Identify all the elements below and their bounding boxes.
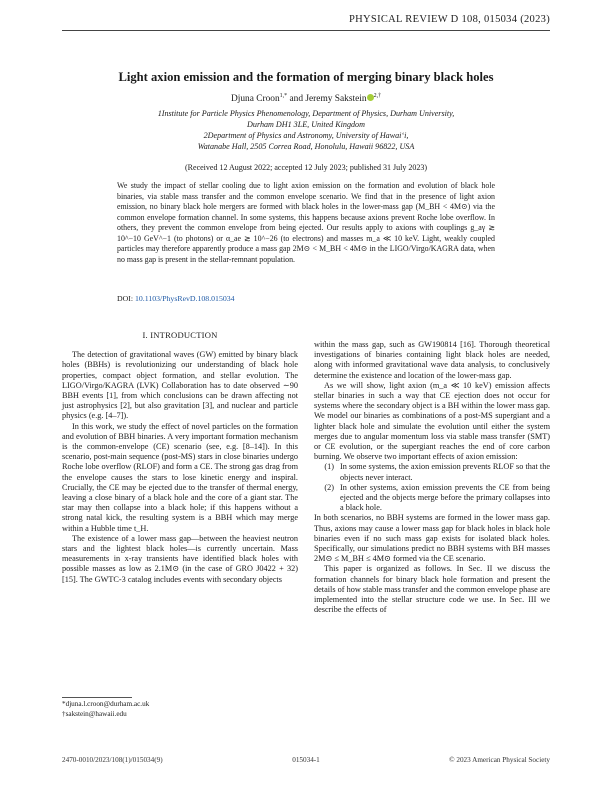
abstract: We study the impact of stellar cooling due to light axion emission on the formation and evolution of black hole binaries, via stable mass transfer and the common envelope scenario. We find that in the presence of light axion emission, no binary black hole mergers are formed with black holes in the lower-mass gap (M_BH < 4M⊙) via the common envelope formation channel. In some systems, this happens because axions prevent Roche lobe overflow. In others, they prevent the common envelope from being ejected. Our results apply to axions with couplings g_aγ ≳ 10^−10 GeV^−1 (to photons) or α_ae ≳ 10^−26 (to electrons) and masses m_a ≪ 10 keV. Light, weakly coupled particles may therefore apparently produce a mass gap 2M⊙ < M_BH < 4M⊙ in the LIGO/Virgo/KAGRA data, when no mass gap is present in the stellar-remnant population. bbox=[117, 181, 495, 264]
list-number: (2) bbox=[324, 482, 334, 492]
doi-link[interactable]: 10.1103/PhysRevD.108.015034 bbox=[134, 294, 235, 303]
paragraph: The detection of gravitational waves (GW) emitted by binary black holes (BBHs) is revolutionizing our understanding of black hole properties, compact object formation, and stellar evolution. The LIGO/Virgo/KAGRA (LVK) Collaboration has to date observed ∼90 BBH events [1], from which conclusions can be drawn affecting not just astrophysics [2], but also gravitation [3], and nuclear and particle physics (e.g. [4–7]). bbox=[62, 350, 298, 421]
list-item bbox=[314, 483, 550, 514]
paragraph: In this work, we study the effect of novel particles on the formation and evolution of BBH binaries. A very important formation mechanism is the common-envelope (CE) scenario (see, e.g. [8–14]). In this scenario, post-main sequence (post-MS) stars in close binaries undergo Roche lobe overflow (RLOF) and form a CE. The strong gas drag from the envelope causes the stars to lose kinetic energy and inspiral. Crucially, the CE may be ejected due to the transfer of thermal energy, leaving a close binary of a black hole and the core of a giant star. The star may then collapse into a black hole; if this happens without a strong natal kick, the resulting system is a BBH which may merge within a Hubble time t_H. bbox=[62, 421, 298, 533]
received-dates: (Received 12 August 2022; accepted 12 July 2023; published 31 July 2023) bbox=[185, 163, 427, 172]
paragraph: within the mass gap, such as GW190814 [16]. Thorough theoretical investigations of binaries containing light black holes are needed, along with informed gravitational wave data analysis, to conclusively determine the existence and location of the lower-mass gap. bbox=[314, 340, 550, 380]
paragraph: This paper is organized as follows. In Sec. II we discuss the formation channels for binary black hole formation and present the details of how stable mass transfer and the common envelope phase are implemented into the stellar structure code we use. In Sec. III we describe the effects of bbox=[314, 564, 550, 615]
footnote-email[interactable]: *djuna.l.croon@durham.ac.uk bbox=[62, 700, 150, 708]
author-mark: 1,* bbox=[279, 93, 288, 99]
author-mark: 2,† bbox=[373, 93, 382, 99]
left-column bbox=[62, 330, 298, 585]
footnote-rule bbox=[62, 697, 132, 698]
author-name: Djuna Croon bbox=[230, 94, 280, 105]
list-number: (1) bbox=[324, 462, 334, 472]
paragraph: The existence of a lower mass gap—between the heaviest neutron stars and the lightest black holes—is currently uncertain. Mass measurements in x-ray transients have identified black holes with possible masses as low as 2.1M⊙ (in the case of GRO J0422 + 32) [15]. The GWTC-3 catalog includes events with secondary objects bbox=[62, 533, 298, 584]
author-joiner: and bbox=[289, 94, 304, 105]
right-column bbox=[314, 340, 550, 615]
doi-label: DOI: bbox=[117, 294, 134, 303]
effects-list bbox=[314, 462, 550, 513]
list-item bbox=[314, 462, 550, 482]
list-text: In some systems, the axion emission prevents RLOF so that the objects never interact. bbox=[340, 462, 550, 482]
footnote-email[interactable]: †sakstein@hawaii.edu bbox=[62, 710, 127, 718]
page-number: 015034-1 bbox=[292, 756, 320, 764]
journal-header: PHYSICAL REVIEW D 108, 015034 (2023) bbox=[349, 14, 550, 25]
affiliation-line: 2Department of Physics and Astronomy, University of Hawai‘i, bbox=[203, 131, 409, 140]
footer-copyright: © 2023 American Physical Society bbox=[449, 756, 550, 764]
footer-issn: 2470-0010/2023/108(1)/015034(9) bbox=[62, 756, 163, 764]
paragraph: As we will show, light axion (m_a ≪ 10 keV) emission affects stellar binaries in such a way that CE ejection does not occur for systems where the secondary object is a BH within the lower mass gap. We model our binaries as combinations of a post-MS supergiant and a lighter black hole and simulate the evolution until either the system merges due to angular momentum loss via stable mass transfer (SMT) or CE evolution, or the supergiant reaches the end of core carbon burning. We observe two important effects of axion emission: bbox=[314, 380, 550, 462]
affiliation-line: Watanabe Hall, 2505 Correa Road, Honolulu, Hawaii 96822, USA bbox=[197, 142, 415, 151]
paper-title: Light axion emission and the formation of merging binary black holes bbox=[118, 70, 494, 84]
affiliation-line: Durham DH1 3LE, United Kingdom bbox=[247, 120, 365, 129]
author-name: Jeremy Sakstein bbox=[305, 94, 367, 105]
section-heading: I. INTRODUCTION bbox=[142, 330, 218, 340]
list-text: In other systems, axion emission prevents the CE from being ejected and the objects merge before the primary collapses into a black hole. bbox=[340, 482, 550, 513]
paragraph: In both scenarios, no BBH systems are formed in the lower mass gap. Thus, axions may cause a lower mass gap for black holes in black hole binaries even if no such mass gap exists for isolated black holes. Specifically, our simulations predict no BBH systems with BH masses 2M⊙ ≤ M_BH ≤ 4M⊙ formed via the CE scenario. bbox=[314, 513, 550, 564]
header-rule bbox=[62, 30, 550, 31]
doi-line bbox=[117, 294, 235, 303]
orcid-icon[interactable] bbox=[367, 94, 374, 101]
affiliation-line: 1Institute for Particle Physics Phenomenology, Department of Physics, Durham University, bbox=[157, 109, 455, 118]
author-line bbox=[62, 93, 550, 104]
